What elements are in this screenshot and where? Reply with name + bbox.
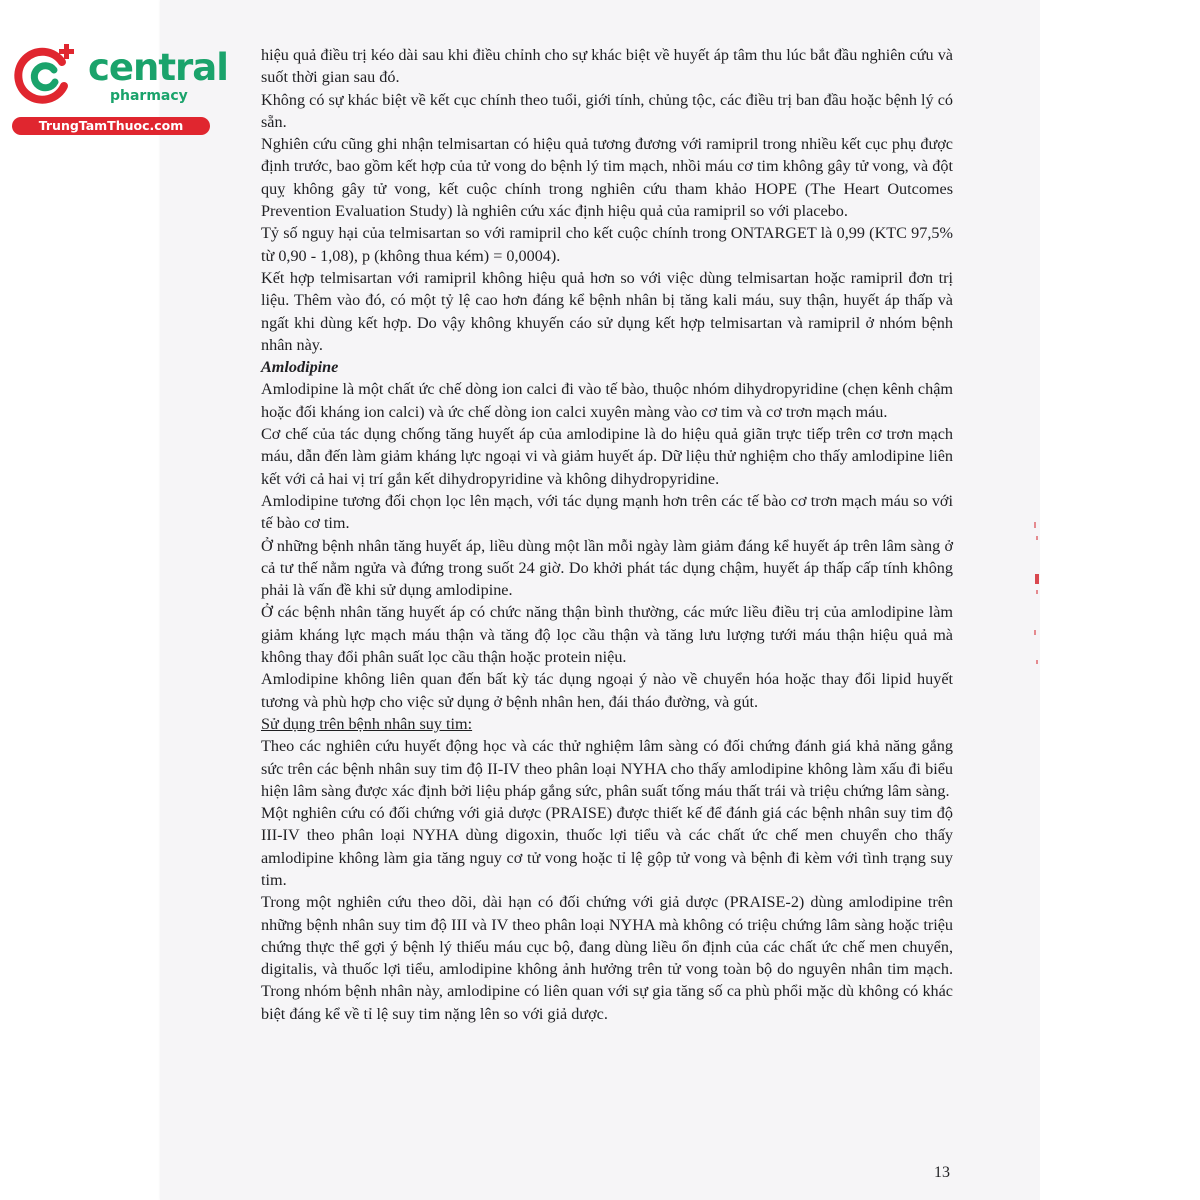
paragraph: Một nghiên cứu có đối chứng với giả dược (PRAISE) được thiết kế để đánh giá các bệnh nhân suy tim độ III-IV theo phân loại NYHA dùng digoxin, thuốc lợi tiểu và các chất ức chế men chuyển cho thấy amlodipine không làm gia tăng nguy cơ tử vong hoặc tỉ lệ gộp tử vong và bệnh đi kèm với tình trạng suy tim. [261, 804, 953, 889]
logo-brand-text: central [88, 46, 228, 89]
paragraph: Ở các bệnh nhân tăng huyết áp có chức năng thận bình thường, các mức liều điều trị của amlodipine làm giảm kháng lực mạch máu thận và tăng độ lọc cầu thận và tăng lưu lượng tưới máu thận hiệu quả mà không thay đổi phân suất lọc cầu thận hoặc protein niệu. [261, 603, 953, 667]
paragraph: Theo các nghiên cứu huyết động học và các thử nghiệm lâm sàng có đối chứng đánh giá khả năng gắng sức trên các bệnh nhân suy tim độ II-IV theo phân loại NYHA cho thấy amlodipine không làm xấu đi biểu hiện lâm sàng được xác định bởi liệu pháp gắng sức, phân suất tống máu thất trái và triệu chứng lâm sàng. [261, 737, 953, 800]
document-body [261, 44, 953, 1025]
paragraph: Trong một nghiên cứu theo dõi, dài hạn có đối chứng với giả dược (PRAISE-2) dùng amlodipine trên những bệnh nhân suy tim độ III và IV theo phân loại NYHA mà không có triệu chứng lâm sàng hoặc triệu chứng thực thể gợi ý bệnh lý thiếu máu cục bộ, đang dùng liều ổn định của các chất ức chế men chuyển, digitalis, và thuốc lợi tiểu, amlodipine không ảnh hưởng trên tử vong toàn bộ do nguyên nhân tim mạch. Trong nhóm bệnh nhân này, amlodipine có liên quan với sự gia tăng số ca phù phổi mặc dù không có khác biệt đáng kể về tỉ lệ suy tim nặng lên so với giả dược. [261, 893, 953, 1023]
right-margin [1040, 0, 1200, 1200]
paragraph: Kết hợp telmisartan với ramipril không hiệu quả hơn so với việc dùng telmisartan hoặc ramipril đơn trị liệu. Thêm vào đó, có một tỷ lệ cao hơn đáng kể bệnh nhân bị tăng kali máu, suy thận, huyết áp thấp và ngất khi dùng kết hợp. Do vậy không khuyến cáo sử dụng kết hợp telmisartan và ramipril ở nhóm bệnh nhân này. [261, 268, 953, 354]
paragraph: Không có sự khác biệt về kết cục chính theo tuổi, giới tính, chủng tộc, các điều trị ban đầu hoặc bệnh lý có sẵn. [261, 90, 953, 131]
paragraph: Nghiên cứu cũng ghi nhận telmisartan có hiệu quả tương đương với ramipril trong nhiều kết cục phụ được định trước, bao gồm kết hợp của tử vong do bệnh lý tim mạch, nhồi máu cơ tim không gây tử vong, và đột quỵ không gây tử vong, kết cuộc chính trong nghiên cứu tham khảo HOPE (The Heart Outcomes Prevention Evaluation Study) là nghiên cứu xác định hiệu quả của ramipril so với placebo. [261, 135, 953, 221]
central-pharmacy-logo[interactable] [12, 38, 228, 138]
paragraph: Amlodipine là một chất ức chế dòng ion calci đi vào tế bào, thuộc nhóm dihydropyridine (chẹn kênh chậm hoặc đối kháng ion calci) và ức chế dòng ion calci xuyên màng vào cơ tim và cơ trơn mạch máu. [261, 380, 953, 421]
subheading-heart-failure [261, 713, 953, 735]
section-heading-amlodipine: Amlodipine [261, 358, 339, 377]
left-margin [0, 0, 160, 1200]
page-number: 13 [934, 1164, 950, 1181]
paragraph: Tỷ số nguy hại của telmisartan so với ramipril cho kết cuộc chính trong ONTARGET là 0,99 (KTC 97,5% từ 0,90 - 1,08), p (không thua kém) = 0,0004). [261, 224, 953, 265]
paragraph: Amlodipine không liên quan đến bất kỳ tác dụng ngoại ý nào về chuyển hóa hoặc thay đổi lipid huyết tương và phù hợp cho việc sử dụng ở bệnh nhân hen, đái tháo đường, và gút. [261, 670, 953, 711]
pharmacy-cross-logo-icon [12, 42, 78, 108]
logo-sub-text: pharmacy [110, 88, 188, 104]
paragraph: Ở những bệnh nhân tăng huyết áp, liều dùng một lần mỗi ngày làm giảm đáng kể huyết áp trên lâm sàng ở cả tư thế nằm ngửa và đứng trong suốt 24 giờ. Do khởi phát tác dụng chậm, huyết áp thấp cấp tính không phải là vấn đề khi sử dụng amlodipine. [261, 536, 953, 600]
paragraph: Cơ chế của tác dụng chống tăng huyết áp của amlodipine là do hiệu quả giãn trực tiếp trên cơ trơn mạch máu, dẫn đến làm giảm kháng lực ngoại vi và giảm huyết áp. Dữ liệu thử nghiệm cho thấy amlodipine liên kết với cả hai vị trí gắn kết dihydropyridine và không dihydropyridine. [261, 425, 953, 488]
logo-site-banner: TrungTamThuoc.com [12, 117, 210, 135]
paragraph: Amlodipine tương đối chọn lọc lên mạch, với tác dụng mạnh hơn trên các tế bào cơ trơn mạch máu so với tế bào cơ tim. [261, 491, 953, 533]
subheading-text: Sử dụng trên bệnh nhân suy tim: [261, 714, 473, 733]
paragraph: hiệu quả điều trị kéo dài sau khi điều chỉnh cho sự khác biệt về huyết áp tâm thu lúc bắt đầu nghiên cứu và suốt thời gian sau đó. [261, 46, 953, 87]
edge-stamp-marks [1030, 520, 1042, 680]
